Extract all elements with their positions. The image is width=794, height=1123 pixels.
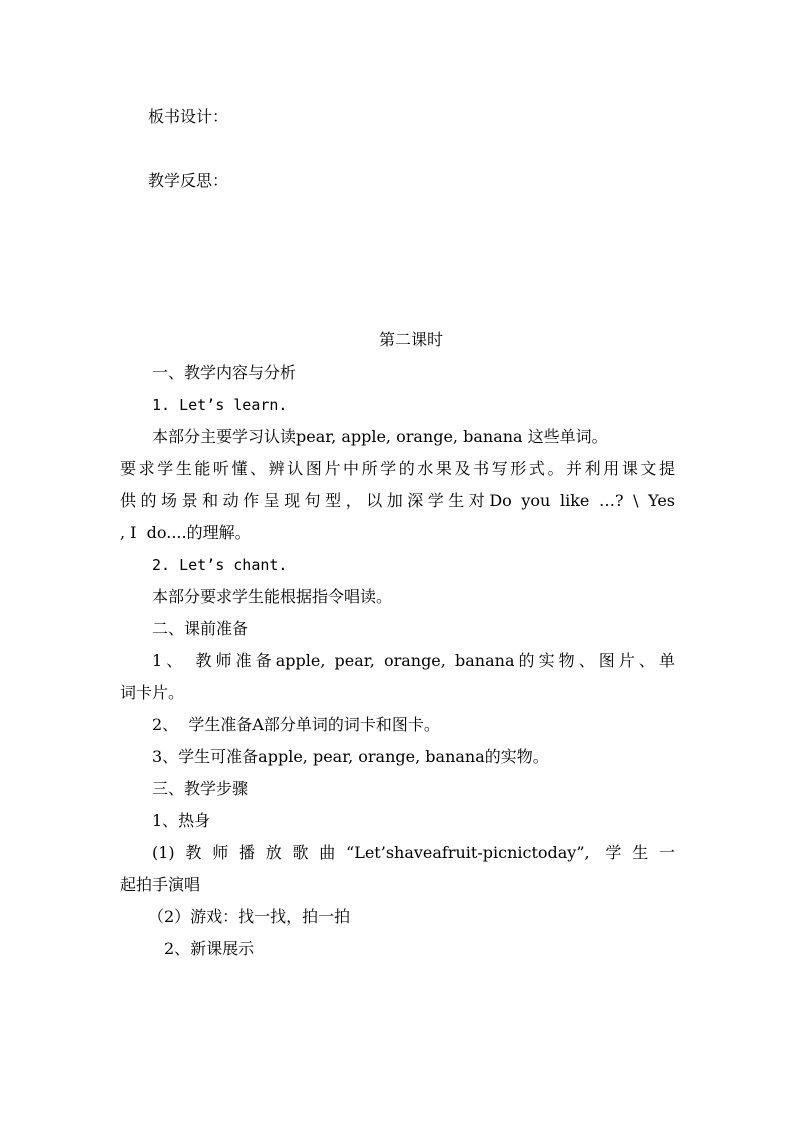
item-lets-learn-title: 1. Let’s learn.	[152, 396, 288, 414]
step-warm-up-song-line-1: (1)教师播放歌曲“Let’shaveafruit-picnictoday”, 学生一	[152, 843, 675, 862]
step-new-lesson: 2、新课展示	[164, 939, 255, 958]
section-heading-preparation: 二、课前准备	[152, 619, 249, 638]
step-warm-up: 1、热身	[152, 811, 211, 830]
board-design-label: 板书设计：	[148, 107, 229, 126]
item-lets-learn-desc-1: 本部分主要学习认读pear, apple, orange, banana 这些单词。	[152, 427, 608, 446]
section-heading-content-analysis: 一、教学内容与分析	[152, 363, 297, 382]
section-heading-steps: 三、教学步骤	[152, 779, 249, 798]
prep-item-1-line-1: 1、 教师准备apple, pear, orange, banana的实物、图片、单	[152, 651, 675, 670]
teaching-reflection-label: 教学反思：	[148, 171, 229, 190]
prep-item-2: 2、 学生准备A部分单词的词卡和图卡。	[152, 715, 440, 734]
item-lets-learn-desc-2: 要求学生能听懂、辨认图片中所学的水果及书写形式。并利用课文提	[120, 459, 675, 478]
item-lets-learn-desc-4: , I do....的理解。	[120, 523, 251, 542]
lesson-title: 第二课时	[378, 330, 443, 349]
step-warm-up-song-line-2: 起拍手演唱	[120, 875, 201, 894]
item-lets-learn-desc-3: 供的场景和动作呈现句型，以加深学生对Do you like …? \ Yes	[120, 491, 675, 510]
step-warm-up-game: （2）游戏：找一找，拍一拍	[148, 907, 351, 926]
prep-item-1-line-2: 词卡片。	[120, 683, 185, 702]
prep-item-3: 3、学生可准备apple, pear, orange, banana的实物。	[152, 747, 549, 766]
item-lets-chant-title: 2. Let’s chant.	[152, 556, 288, 574]
item-lets-chant-desc: 本部分要求学生能根据指令唱读。	[152, 587, 393, 606]
